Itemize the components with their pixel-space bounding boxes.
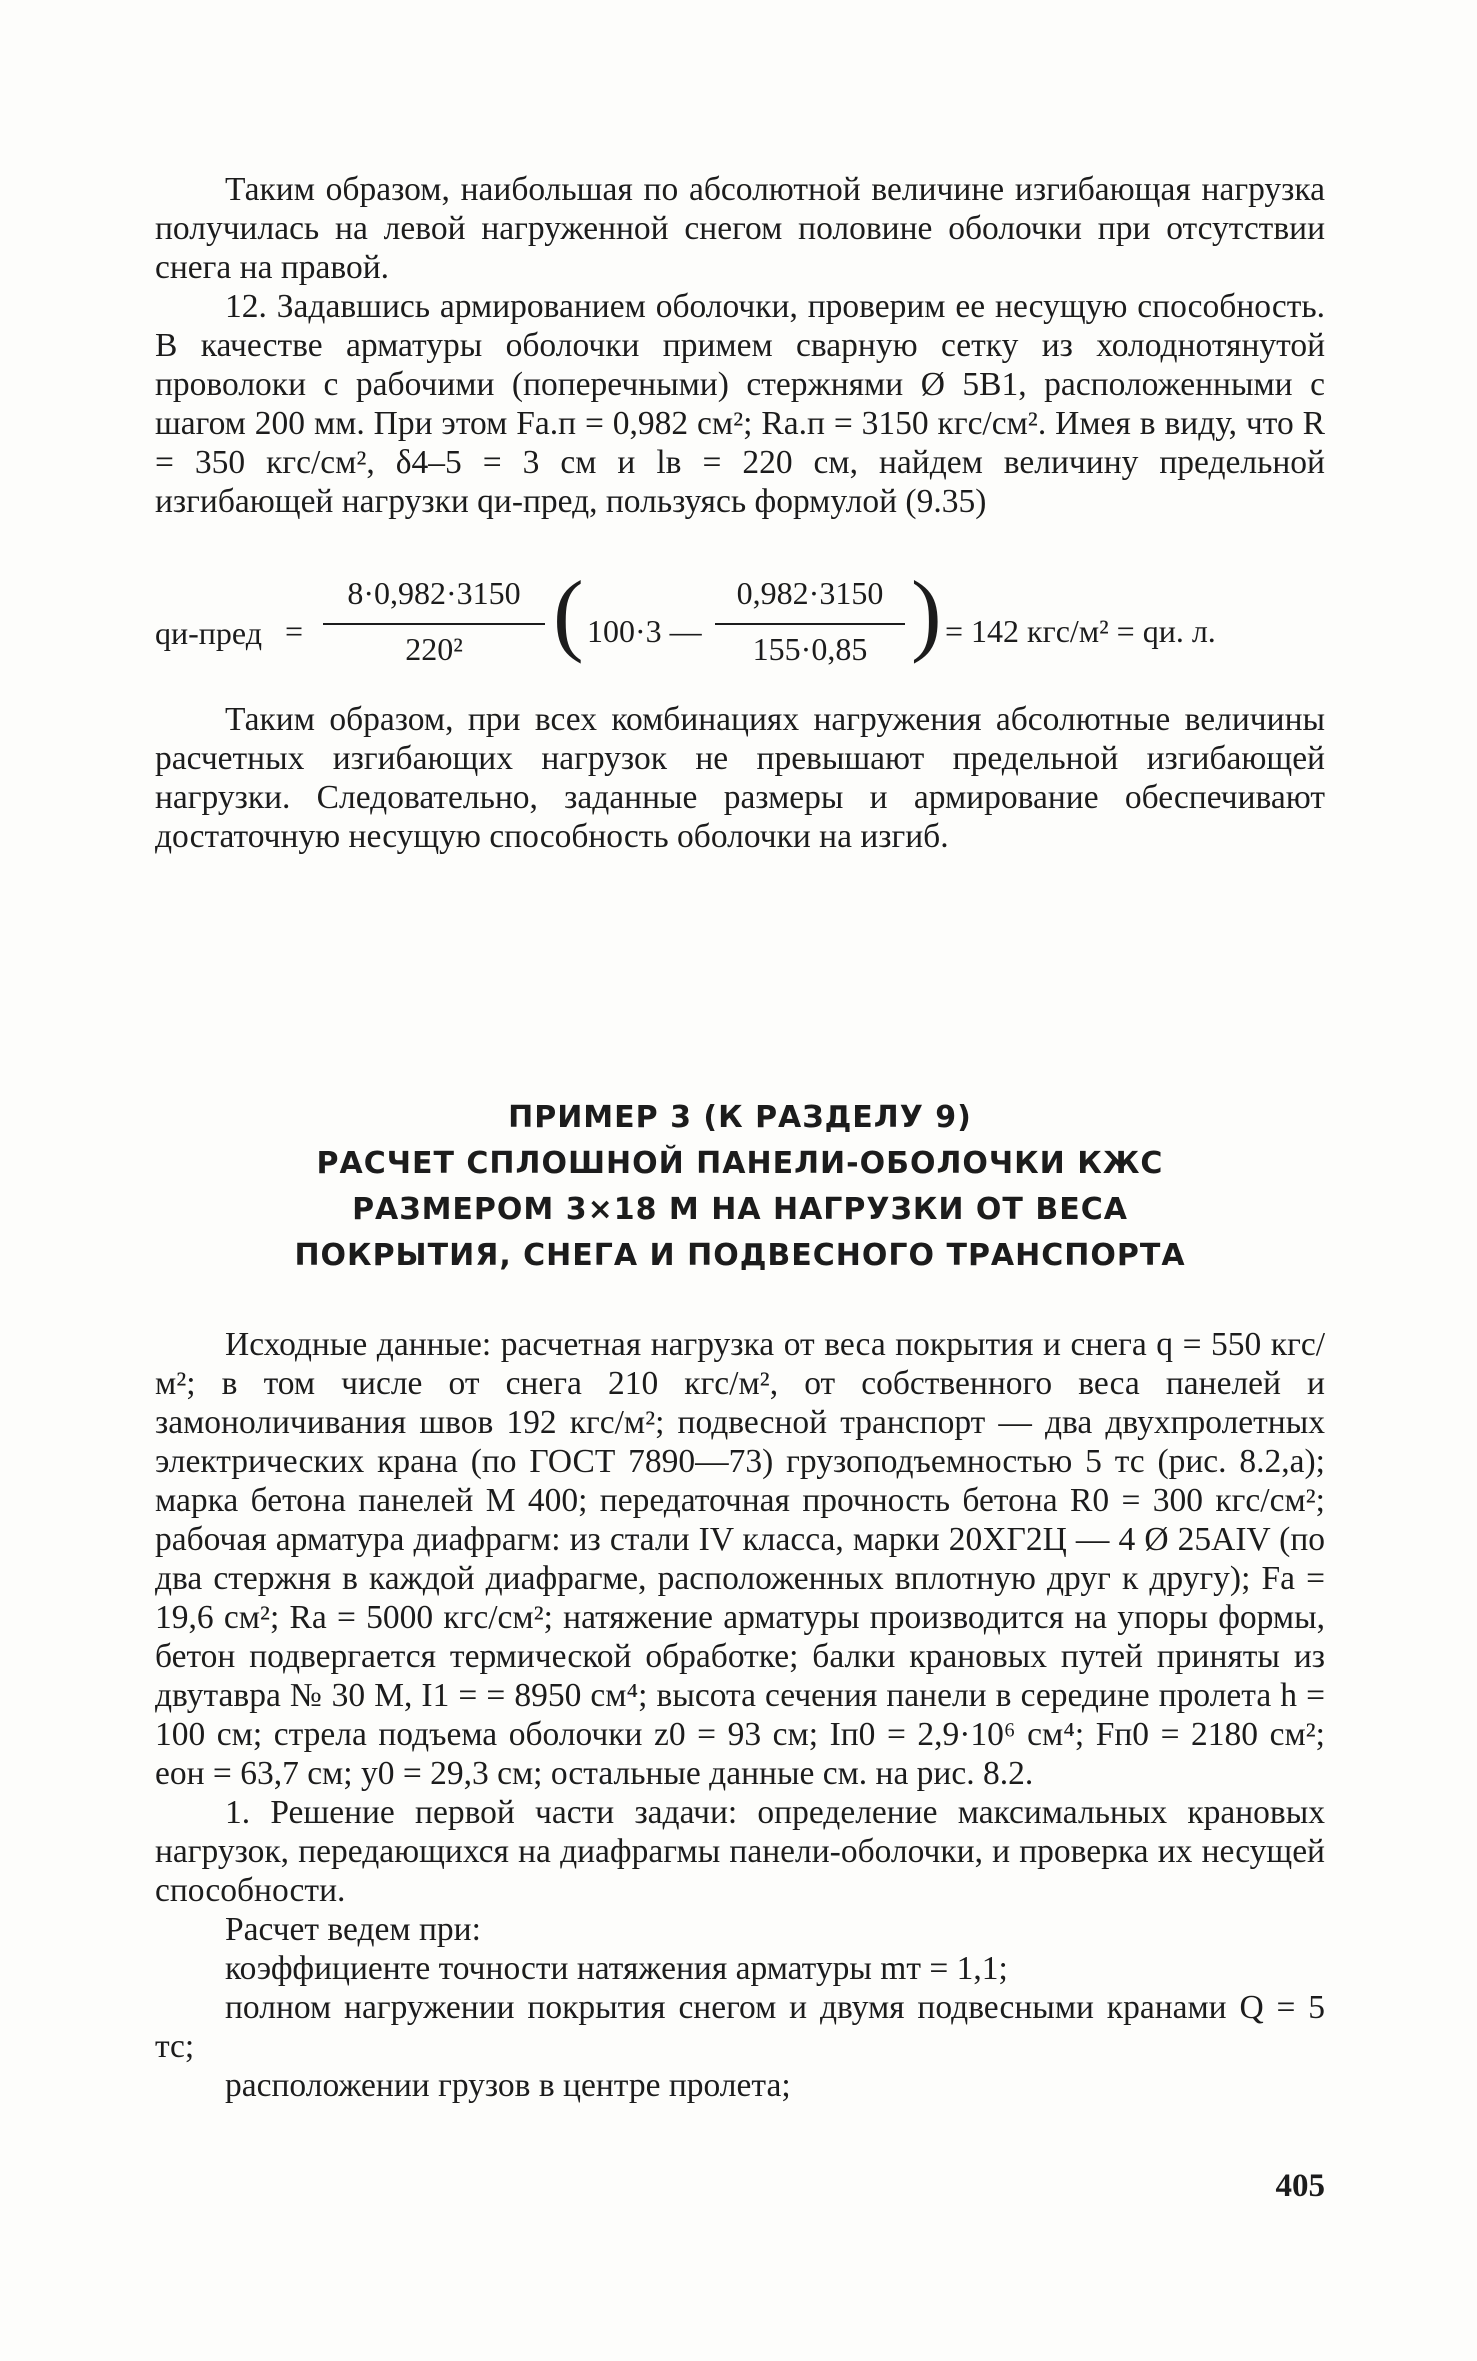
formula-denominator-2: 155·0,85 <box>752 631 868 667</box>
section-heading <box>155 1095 1325 1279</box>
paragraph-solution-part-1: 1. Решение первой части задачи: определение максимальных крановых нагрузок, передающихся на диафрагмы панели-оболочки, и проверка их несущей способности. <box>155 1794 1325 1909</box>
heading-line-4: ПОКРЫТИЯ, СНЕГА И ПОДВЕСНОГО ТРАНСПОРТА <box>294 1238 1186 1273</box>
paragraph-initial-data: Исходные данные: расчетная нагрузка от веса покрытия и снега q = 550 кгс/м²; в том числе от снега 210 кгс/м², от собственного веса панелей и замоноличивания швов 192 кгс/м²; подвесной транспорт — два двухпролетных электрических крана (по ГОСТ 7890—73) грузоподъемностью 5 тс (рис. 8.2,а); марка бетона панелей М 400; передаточная прочность бетона R0 = 300 кгс/см²; рабочая арматура диафрагм: из стали IV класса, марки 20ХГ2Ц — 4 Ø 25AIV (по два стержня в каждой диафрагме, расположенных вплотную друг к другу); Fа = 19,6 см²; Rа = 5000 кгс/см²; натяжение арматуры производится на упоры формы, бетон подвергается термической обработке; балки крановых путей приняты из двутавра № 30 М, I1 = = 8950 см⁴; высота сечения панели в середине пролета h = 100 см; стрела подъема оболочки z0 = 93 см; Iп0 = 2,9·10⁶ см⁴; Fп0 = 2180 см²; eон = 63,7 см; y0 = 29,3 см; остальные данные см. на рис. 8.2. <box>155 1326 1325 1792</box>
paragraph-calc-basis: Расчет ведем при: <box>225 1911 481 1948</box>
fraction-bar-1 <box>323 623 545 625</box>
fraction-bar-2 <box>715 623 905 625</box>
formula-lhs: qи-пред <box>155 615 262 651</box>
right-paren: ) <box>911 562 942 664</box>
page-number: 405 <box>1275 2168 1325 2204</box>
paragraph-step-12: 12. Задавшись армированием оболочки, проверим ее несущую способность. В качестве арматуры оболочки примем сварную сетку из холоднотянутой проволоки с рабочими (поперечными) стержнями Ø 5B1, расположенными с шагом 200 мм. При этом Fа.п = 0,982 см²; Rа.п = 3150 кгс/см². Имея в виду, что R = 350 кгс/см², δ4–5 = 3 см и lв = 220 см, найдем величину предельной изгибающей нагрузки qи-пред, пользуясь формулой (9.35) <box>155 288 1325 520</box>
paragraph-position: расположении грузов в центре пролета; <box>225 2067 791 2104</box>
paragraph-load: полном нагружении покрытия снегом и двумя подвесными кранами Q = 5 тс; <box>155 1989 1325 2065</box>
formula-q-limit <box>155 562 1325 675</box>
paragraph-result: Таким образом, наибольшая по абсолютной величине изгибающая нагрузка получилась на левой нагруженной снегом половине оболочки при отсутствии снега на правой. <box>155 171 1325 286</box>
heading-line-1: ПРИМЕР 3 (К РАЗДЕЛУ 9) <box>508 1100 972 1135</box>
formula-numerator-2: 0,982·3150 <box>736 575 884 611</box>
formula-equals: = <box>285 613 304 649</box>
top-text-block <box>155 170 1325 521</box>
formula-denominator-1: 220² <box>405 631 463 667</box>
heading-line-2: РАСЧЕТ СПЛОШНОЙ ПАНЕЛИ-ОБОЛОЧКИ КЖС <box>316 1146 1164 1181</box>
formula-rhs: = 142 кгс/м² = qи. л. <box>945 613 1216 649</box>
formula-numerator-1: 8·0,982·3150 <box>347 575 521 611</box>
left-paren: ( <box>553 562 584 664</box>
heading-line-3: РАЗМЕРОМ 3×18 М НА НАГРУЗКИ ОТ ВЕСА <box>352 1192 1128 1227</box>
formula-inner-term: 100·3 — <box>587 613 702 649</box>
paragraph-coef: коэффициенте точности натяжения арматуры mт = 1,1; <box>225 1950 1008 1987</box>
conclusion-block <box>155 700 1325 856</box>
body-text-block <box>155 1325 1325 2105</box>
paragraph-conclusion: Таким образом, при всех комбинациях нагружения абсолютные величины расчетных изгибающих нагрузок не превышают предельной изгибающей нагрузки. Следовательно, заданные размеры и армирование обеспечивают достаточную несущую способность оболочки на изгиб. <box>155 701 1325 855</box>
